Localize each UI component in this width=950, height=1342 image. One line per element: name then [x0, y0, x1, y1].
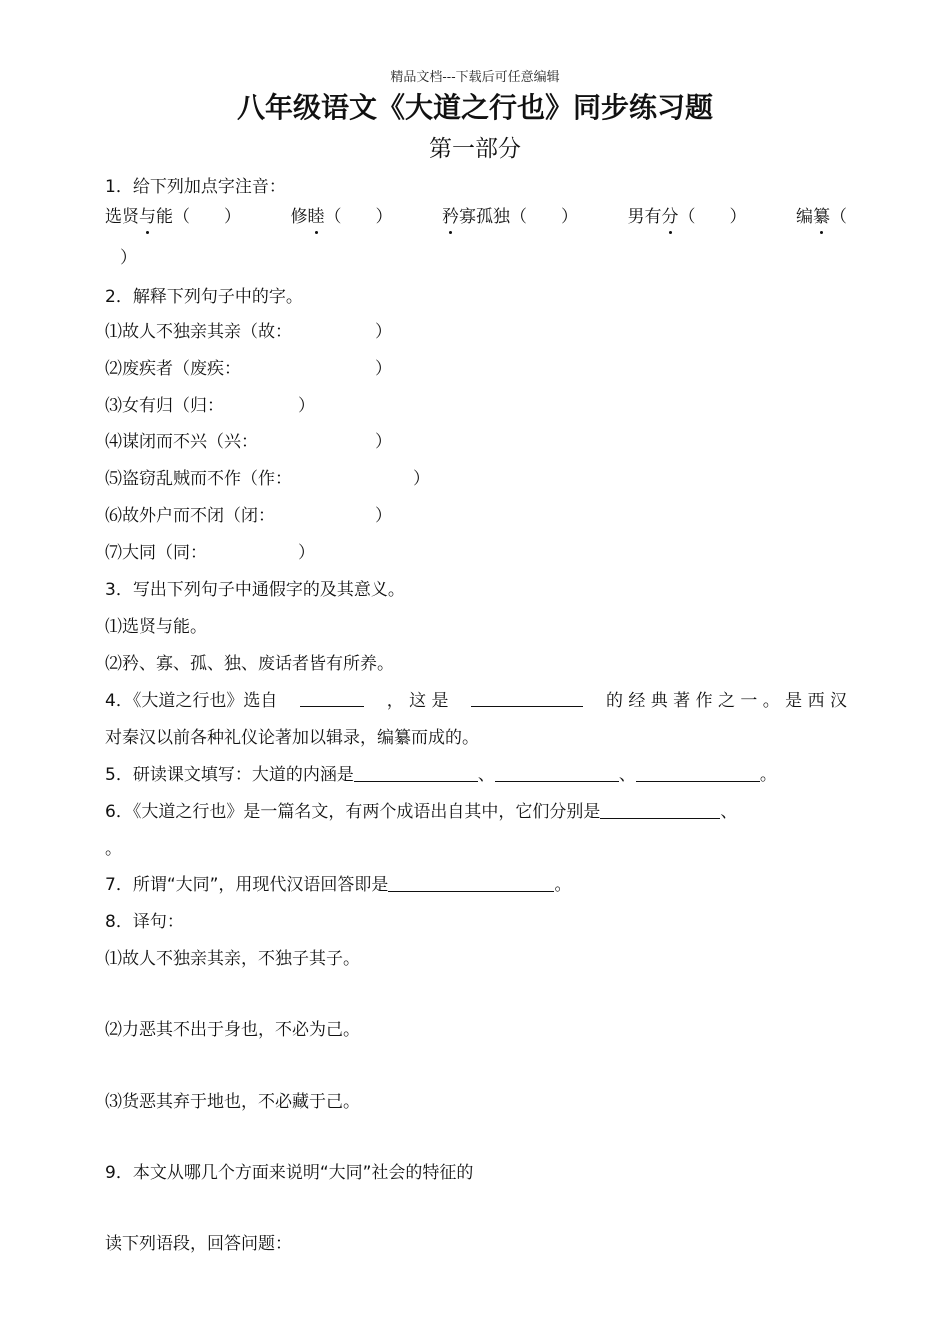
q1-item: 男有分（ ）	[627, 207, 747, 227]
q2-item-close: ）	[375, 359, 392, 379]
q2-item: ⑶女有归（归：	[105, 396, 224, 416]
page-title: 八年级语文《大道之行也》同步练习题	[236, 91, 713, 124]
reading-label: 读下列语段，回答问题：	[105, 1234, 292, 1254]
q1-item: 矜寡孤独（ ）	[442, 207, 578, 227]
q4-seg: ， 这 是	[386, 691, 449, 711]
q2-item: ⑸盗窃乱贼而不作（作：	[105, 469, 292, 489]
q2-item: ⑹故外户而不闭（闭：	[105, 506, 275, 526]
q2-item-close: ）	[375, 506, 392, 526]
question-1-items	[105, 206, 847, 228]
q4-seg: 4．《大道之行也》选自	[105, 691, 278, 711]
header-note: 精品文档---下载后可任意编辑	[390, 70, 560, 85]
answer-blank[interactable]	[354, 765, 478, 782]
question-8-label: 8．译句：	[105, 912, 184, 932]
q1-item: 编纂（	[796, 207, 847, 227]
question-7: 7．所谓“大同”，用现代汉语回答即是 。	[105, 875, 572, 895]
answer-blank[interactable]	[600, 802, 720, 819]
answer-blank[interactable]	[300, 690, 364, 707]
q8-item: ⑶货恶其弃于地也，不必藏于己。	[105, 1092, 360, 1112]
dotted-char: 矜	[442, 207, 459, 227]
q2-item: ⑺大同（同：	[105, 543, 207, 563]
q2-item-close: ）	[375, 432, 392, 452]
q8-item: ⑴故人不独亲其亲，不独子其子。	[105, 949, 360, 969]
dotted-char: 分	[661, 207, 679, 227]
q2-item: ⑴故人不独亲其亲（故：	[105, 322, 292, 342]
question-1-wrap: ）	[120, 248, 137, 268]
q1-item: 修睦（ ）	[290, 207, 393, 227]
q2-item-close: ）	[298, 543, 315, 563]
q2-item-close: ）	[298, 396, 315, 416]
question-6: 6．《大道之行也》是一篇名文，有两个成语出自其中，它们分别是 、	[105, 802, 738, 822]
question-3-label: 3．写出下列句子中通假字的及其意义。	[105, 580, 405, 600]
question-6-wrap: 。	[105, 839, 122, 859]
dotted-char: 睦	[307, 207, 325, 227]
answer-blank[interactable]	[388, 875, 554, 892]
q4-seg: 的 经 典 著 作 之 一 。 是 西 汉	[605, 691, 847, 711]
q2-item-close: ）	[413, 469, 430, 489]
answer-blank[interactable]	[636, 765, 760, 782]
answer-blank[interactable]	[471, 690, 583, 707]
q2-item: ⑵废疾者（废疾：	[105, 359, 241, 379]
question-4-line-1	[105, 690, 847, 712]
dotted-char: 纂	[813, 207, 830, 227]
q1-item: 选贤与能（ ）	[105, 207, 241, 227]
section-subtitle: 第一部分	[429, 136, 521, 162]
question-4-line-2: 对秦汉以前各种礼仪论著加以辑录，编纂而成的。	[105, 728, 479, 748]
question-9: 9．本文从哪几个方面来说明“大同”社会的特征的	[105, 1163, 474, 1183]
dotted-char: 与	[139, 207, 156, 227]
question-5: 5．研读课文填写：大道的内涵是 、 、 。	[105, 765, 777, 785]
q3-item: ⑵矜、寡、孤、独、废话者皆有所养。	[105, 654, 394, 674]
q2-item-close: ）	[375, 322, 392, 342]
question-2-label: 2．解释下列句子中的字。	[105, 287, 303, 307]
q3-item: ⑴选贤与能。	[105, 617, 207, 637]
answer-blank[interactable]	[495, 765, 619, 782]
question-1-label: 1．给下列加点字注音：	[105, 177, 286, 197]
q2-item: ⑷谋闭而不兴（兴：	[105, 432, 258, 452]
q8-item: ⑵力恶其不出于身也，不必为己。	[105, 1020, 360, 1040]
